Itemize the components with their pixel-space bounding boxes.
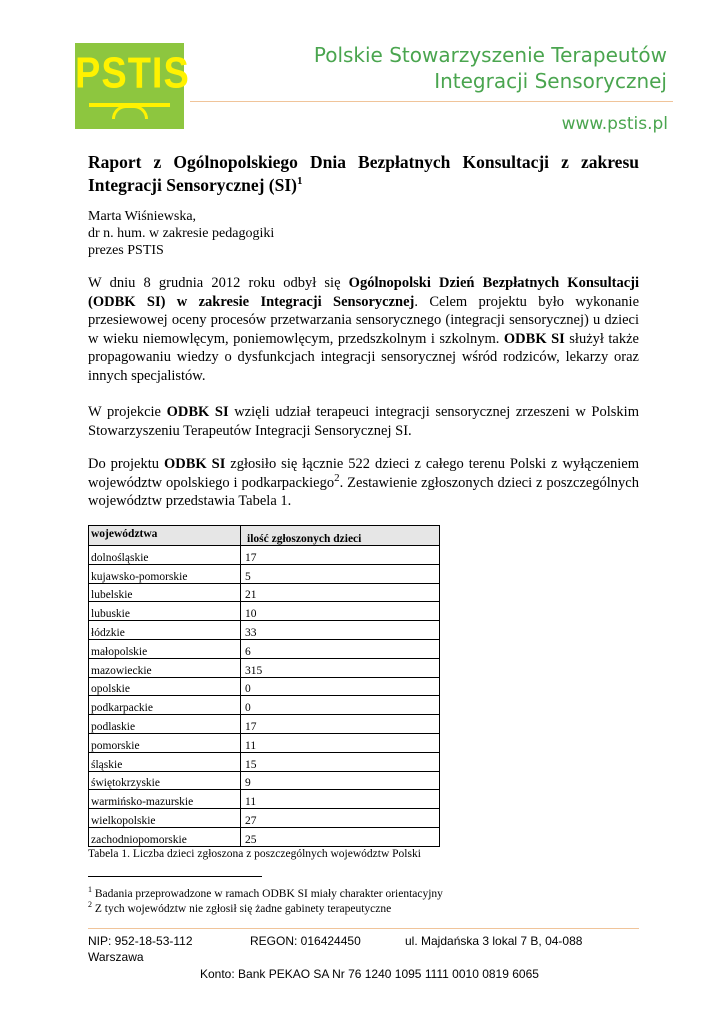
cell-voivodeship: podlaskie [89,715,241,734]
author-name: Marta Wiśniewska, [88,209,197,224]
footer-divider [88,928,639,929]
cell-count: 17 [241,546,440,565]
table-row [89,827,440,846]
paragraph-statistics [88,455,639,511]
cell-count: 5 [241,564,440,583]
cell-count: 11 [241,790,440,809]
p3-footnote-ref[interactable]: 2 [334,471,340,484]
cell-voivodeship: śląskie [89,752,241,771]
p3-text-3: . Zestawienie zgłoszonych dzieci z poszczególnych województw przedstawia Tabela 1. [88,474,639,510]
cell-count: 0 [241,696,440,715]
cell-voivodeship: pomorskie [89,733,241,752]
cell-voivodeship: podkarpackie [89,696,241,715]
footnote-1-num: 1 [88,885,92,894]
paragraph-intro [88,274,639,386]
cell-count: 17 [241,715,440,734]
table-row [89,790,440,809]
table-row [89,677,440,696]
footer-bank-account: Konto: Bank PEKAO SA Nr 76 1240 1095 1111 0010 0819 6065 [200,967,539,981]
p2-text-1: W projekcie [88,404,167,420]
p1-text-3: służył także propagowaniu wiedzy o dysfunkcjach integracji sensorycznej wśród rodziców, lekarzy oraz innych specjalistów. [88,330,639,384]
footnote-divider [88,876,262,877]
cell-count: 315 [241,658,440,677]
cell-count: 0 [241,677,440,696]
table-row [89,658,440,677]
p1-text-1: W dniu 8 grudnia 2012 roku odbył się [88,275,349,291]
table-body [89,546,440,847]
p3-text-1: Do projektu [88,456,164,472]
p1-bold-odbk: ODBK SI [503,330,565,347]
table-row [89,639,440,658]
cell-count: 9 [241,771,440,790]
table-row [89,621,440,640]
cell-voivodeship: świętokrzyskie [89,771,241,790]
table-row [89,602,440,621]
header-voivodeship: województwa [89,526,241,546]
cell-voivodeship: łódzkie [89,621,241,640]
voivodeship-table [88,525,440,847]
table-row [89,546,440,565]
author-role: prezes PSTIS [88,243,164,258]
table-row [89,733,440,752]
cell-count: 10 [241,602,440,621]
footer-nip: NIP: 952-18-53-112 [88,934,193,948]
cell-voivodeship: małopolskie [89,639,241,658]
table-row [89,809,440,828]
author-block [88,208,274,259]
cell-voivodeship: warmińsko-mazurskie [89,790,241,809]
website-link[interactable]: www.pstis.pl [561,114,668,134]
cell-voivodeship: kujawsko-pomorskie [89,564,241,583]
paragraph-intro-start [88,275,349,291]
org-name-line1: Polskie Stowarzyszenie Terapeutów [313,43,667,67]
footnote-1 [88,885,443,900]
cell-voivodeship: opolskie [89,677,241,696]
table-row [89,771,440,790]
table-row [89,583,440,602]
header-count: ilość zgłoszonych dzieci [241,526,440,546]
cell-voivodeship: lubuskie [89,602,241,621]
cell-voivodeship: mazowieckie [89,658,241,677]
cell-voivodeship: dolnośląskie [89,546,241,565]
footnote-1-text: Badania przeprowadzone w ramach ODBK SI miały charakter orientacyjny [94,887,443,900]
author-degree: dr n. hum. w zakresie pedagogiki [88,226,275,241]
p2-bold-odbk: ODBK SI [166,404,229,420]
footnote-2-num: 2 [88,900,92,909]
table-row [89,564,440,583]
table-row [89,752,440,771]
logo-arc-decoration [112,105,148,119]
p1-text-2: . Celem projektu było wykonanie przesiewowej oceny procesów przetwarzania sensorycznego (integracji sensorycznej) u dzieci w wieku niemowlęcym, poniemowlęcym, przedszkolnym i szkolnym. [88,293,640,347]
cell-count: 11 [241,733,440,752]
p3-bold-odbk: ODBK SI [163,456,226,472]
org-name-line2: Integracji Sensorycznej [434,69,667,93]
title-footnote-ref[interactable]: 1 [296,175,303,188]
table-caption: Tabela 1. Liczba dzieci zgłoszona z poszczególnych województw Polski [88,848,421,860]
table-row [89,715,440,734]
cell-voivodeship: wielkopolskie [89,809,241,828]
p1-bold-event: Ogólnopolski Dzień Bezpłatnych Konsultacji (ODBK SI) w zakresie Integracji Sensorycznej [88,275,639,310]
pstis-logo [75,43,190,129]
footer-address: ul. Majdańska 3 lokal 7 B, 04-088 [405,934,583,948]
footer-regon: REGON: 016424450 [250,934,361,948]
cell-count: 6 [241,639,440,658]
footer-city: Warszawa [88,950,144,964]
logo-bar-decoration [89,103,170,107]
cell-count: 27 [241,809,440,828]
paragraph-participants [88,403,639,440]
footnote-2-text: Z tych województw nie zgłosił się żadne gabinety terapeutyczne [94,902,392,915]
cell-count: 21 [241,583,440,602]
table-header-row [89,526,440,546]
header-divider [190,101,673,102]
footnote-2 [88,900,391,915]
cell-count: 15 [241,752,440,771]
logo-text: PSTIS [75,49,190,99]
table-row [89,696,440,715]
cell-count: 25 [241,827,440,846]
cell-voivodeship: zachodniopomorskie [89,827,241,846]
p2-text-2: wzięli udział terapeuci integracji sensorycznej zrzeszeni w Polskim Stowarzyszeniu Terapeutów Integracji Sensorycznej SI. [88,404,639,439]
report-title [88,151,639,197]
title-text: Raport z Ogólnopolskiego Dnia Bezpłatnych Konsultacji z zakresu Integracji Sensorycznej (SI) [88,152,639,195]
p3-text-2: zgłosiło się łącznie 522 dzieci z całego terenu Polski z wyłączeniem województw opolskiego i podkarpackiego [88,456,640,491]
cell-voivodeship: lubelskie [89,583,241,602]
cell-count: 33 [241,621,440,640]
